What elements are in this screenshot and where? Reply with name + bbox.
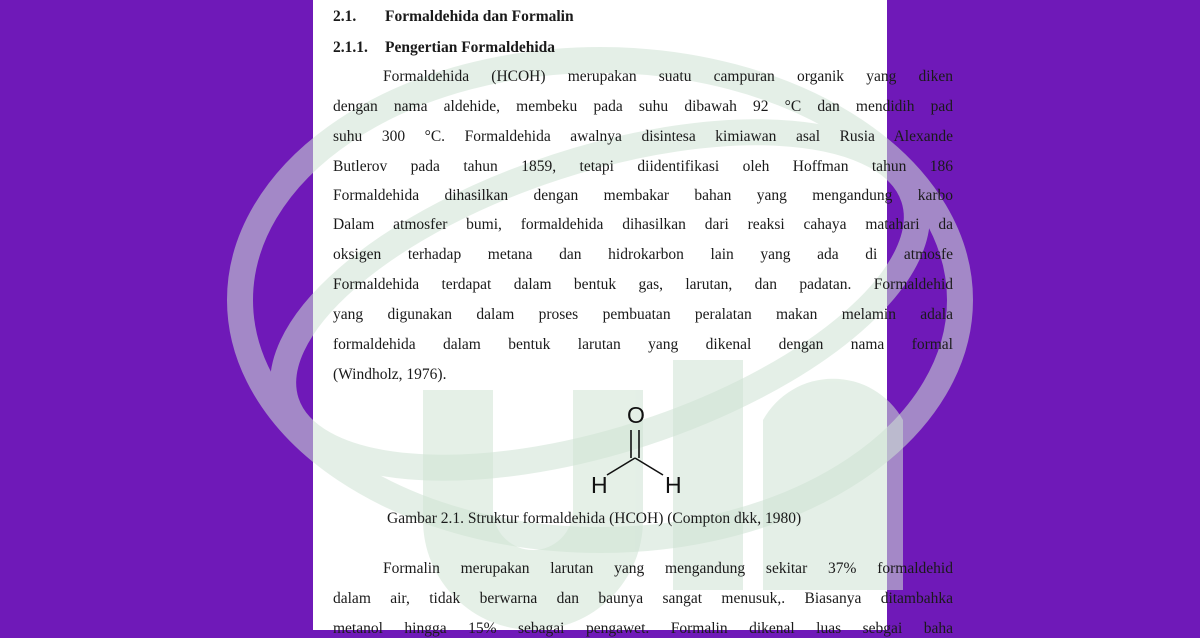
paragraph-line: suhu 300 °C. Formaldehida awalnya disintesa kimiawan asal Rusia Alexande [333, 128, 953, 145]
paragraph-line: dengan nama aldehide, membeku pada suhu dibawah 92 °C dan mendidih pad [333, 98, 953, 115]
paragraph-line: oksigen terhadap metana dan hidrokarbon lain yang ada di atmosfe [333, 246, 953, 263]
section-number: 2.1. [333, 8, 357, 25]
subsection-title: Pengertian Formaldehida [385, 39, 556, 56]
section-title: Formaldehida dan Formalin [385, 8, 574, 25]
paragraph-line: Formaldehida (HCOH) merupakan suatu campuran organik yang diken [383, 68, 953, 85]
paragraph-line: Formaldehida dihasilkan dengan membakar bahan yang mengandung karbo [333, 187, 953, 204]
single-bond-line [607, 458, 635, 475]
paragraph-line: Dalam atmosfer bumi, formaldehida dihasilkan dari reaksi cahaya matahari da [333, 216, 953, 233]
oxygen-atom-label: O [627, 402, 645, 428]
hydrogen-atom-label: H [665, 472, 682, 498]
paragraph-line: dalam air, tidak berwarna dan baunya sangat menusuk,. Biasanya ditambahka [333, 590, 953, 607]
paragraph-line: Formalin merupakan larutan yang mengandung sekitar 37% formaldehid [383, 560, 953, 577]
paragraph-line: (Windholz, 1976). [333, 366, 447, 383]
document-page [313, 0, 953, 637]
subsection-number: 2.1.1. [333, 39, 368, 56]
single-bond-line [635, 458, 663, 475]
section-heading [333, 8, 574, 26]
figure-caption: Gambar 2.1. Struktur formaldehida (HCOH) (Compton dkk, 1980) [387, 510, 802, 527]
paragraph-line: formaldehida dalam bentuk larutan yang dikenal dengan nama formal [333, 336, 953, 353]
paragraph-line: Butlerov pada tahun 1859, tetapi diidentifikasi oleh Hoffman tahun 186 [333, 158, 953, 175]
subsection-heading [333, 39, 555, 57]
paragraph-line: Formaldehida terdapat dalam bentuk gas, larutan, dan padatan. Formaldehid [333, 276, 953, 293]
paragraph-line: metanol hingga 15% sebagai pengawet. Formalin dikenal luas sebgai baha [333, 620, 953, 637]
formaldehyde-structure-diagram [583, 398, 693, 498]
hydrogen-atom-label: H [591, 472, 608, 498]
paragraph-line: yang digunakan dalam proses pembuatan peralatan makan melamin adala [333, 306, 953, 323]
